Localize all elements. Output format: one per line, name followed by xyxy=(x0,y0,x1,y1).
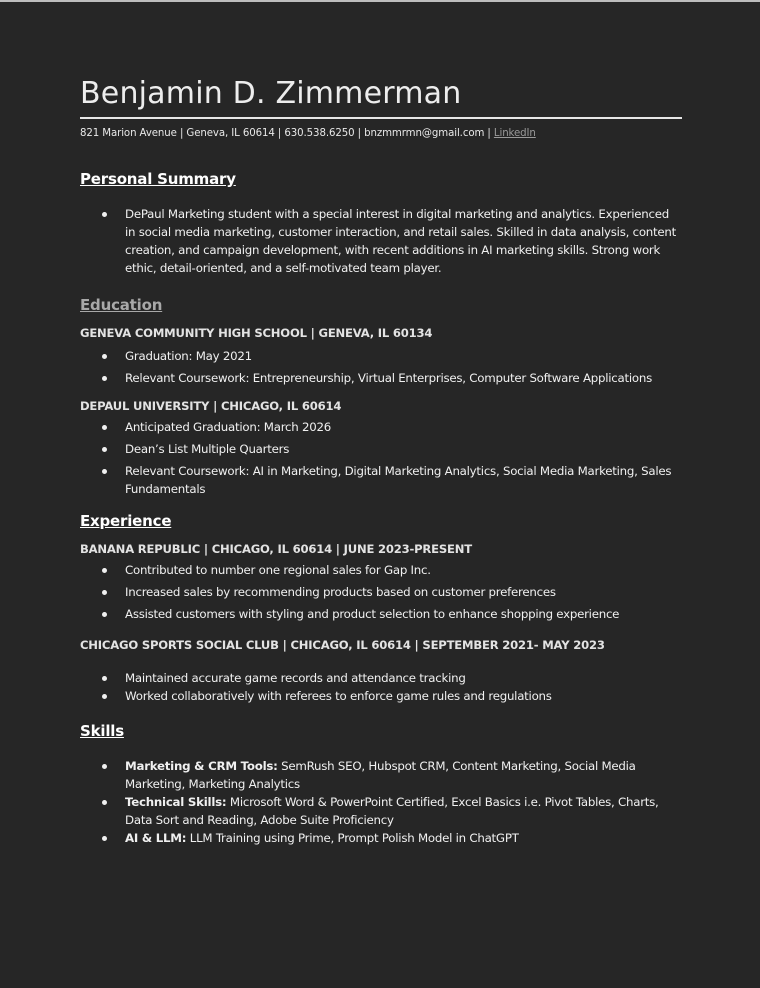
bullet-icon xyxy=(102,212,107,217)
bullet-icon xyxy=(102,354,107,359)
school-title: GENEVA COMMUNITY HIGH SCHOOL | GENEVA, IL 60134 xyxy=(80,326,433,340)
skill-label: Marketing & CRM Tools: xyxy=(125,759,278,773)
list-item: Relevant Coursework: Entrepreneurship, Virtual Enterprises, Computer Software Applications xyxy=(80,369,682,387)
skill-label: AI & LLM: xyxy=(125,831,187,845)
resume-page xyxy=(80,72,682,847)
list-item: DePaul Marketing student with a special interest in digital marketing and analytics. Experienced in social media marketing, customer interaction, and retail sales. Skilled in data analysis, content creation, and campaign development, with recent additions in AI marketing skills. Strong work ethic, detail-oriented, and a self-motivated team player. xyxy=(80,205,682,277)
top-border xyxy=(0,0,760,2)
bullet-icon xyxy=(102,568,107,573)
list-item: Assisted customers with styling and product selection to enhance shopping experience xyxy=(80,605,682,623)
bullet-icon xyxy=(102,425,107,430)
section-heading-summary: Personal Summary xyxy=(80,170,236,188)
bullet-icon xyxy=(102,590,107,595)
skills-list xyxy=(80,757,682,847)
job-title: CHICAGO SPORTS SOCIAL CLUB | CHICAGO, IL 60614 | SEPTEMBER 2021- MAY 2023 xyxy=(80,638,605,652)
bullet-icon xyxy=(102,764,107,769)
job-details-list xyxy=(80,561,682,623)
job-title: BANANA REPUBLIC | CHICAGO, IL 60614 | JUNE 2023-PRESENT xyxy=(80,542,472,556)
list-item: Anticipated Graduation: March 2026 xyxy=(80,418,682,436)
list-item: Contributed to number one regional sales for Gap Inc. xyxy=(80,561,682,579)
contact-line xyxy=(80,128,682,139)
list-item: Worked collaboratively with referees to enforce game rules and regulations xyxy=(80,687,682,705)
skill-label: Technical Skills: xyxy=(125,795,227,809)
list-item: Graduation: May 2021 xyxy=(80,347,682,365)
bullet-icon xyxy=(102,612,107,617)
contact-details: 821 Marion Avenue | Geneva, IL 60614 | 630.538.6250 | bnzmmrmn@gmail.com | xyxy=(80,128,494,139)
school-details-list xyxy=(80,347,682,387)
list-item: Maintained accurate game records and attendance tracking xyxy=(80,669,682,687)
bullet-icon xyxy=(102,800,107,805)
list-item: Relevant Coursework: AI in Marketing, Digital Marketing Analytics, Social Media Marketing, Sales Fundamentals xyxy=(80,462,682,498)
bullet-icon xyxy=(102,469,107,474)
bullet-icon xyxy=(102,676,107,681)
section-heading-education: Education xyxy=(80,296,163,314)
bullet-icon xyxy=(102,836,107,841)
list-item: Marketing & CRM Tools: SemRush SEO, Hubspot CRM, Content Marketing, Social Media Marketing, Marketing Analytics xyxy=(80,757,682,793)
bullet-icon xyxy=(102,694,107,699)
name-divider xyxy=(80,117,682,119)
bullet-icon xyxy=(102,376,107,381)
school-title: DEPAUL UNIVERSITY | CHICAGO, IL 60614 xyxy=(80,399,342,413)
list-item: Dean’s List Multiple Quarters xyxy=(80,440,682,458)
list-item: Increased sales by recommending products based on customer preferences xyxy=(80,583,682,601)
job-details-list xyxy=(80,669,682,705)
school-details-list xyxy=(80,418,682,498)
candidate-name: Benjamin D. Zimmerman xyxy=(80,76,462,111)
linkedin-link[interactable]: LinkedIn xyxy=(493,128,536,139)
summary-list xyxy=(80,205,682,277)
section-heading-experience: Experience xyxy=(80,512,172,530)
list-item: AI & LLM: LLM Training using Prime, Prompt Polish Model in ChatGPT xyxy=(80,829,682,847)
bullet-icon xyxy=(102,447,107,452)
section-heading-skills: Skills xyxy=(80,722,124,740)
list-item: Technical Skills: Microsoft Word & PowerPoint Certified, Excel Basics i.e. Pivot Tables, Charts, Data Sort and Reading, Adobe Suite Proficiency xyxy=(80,793,682,829)
